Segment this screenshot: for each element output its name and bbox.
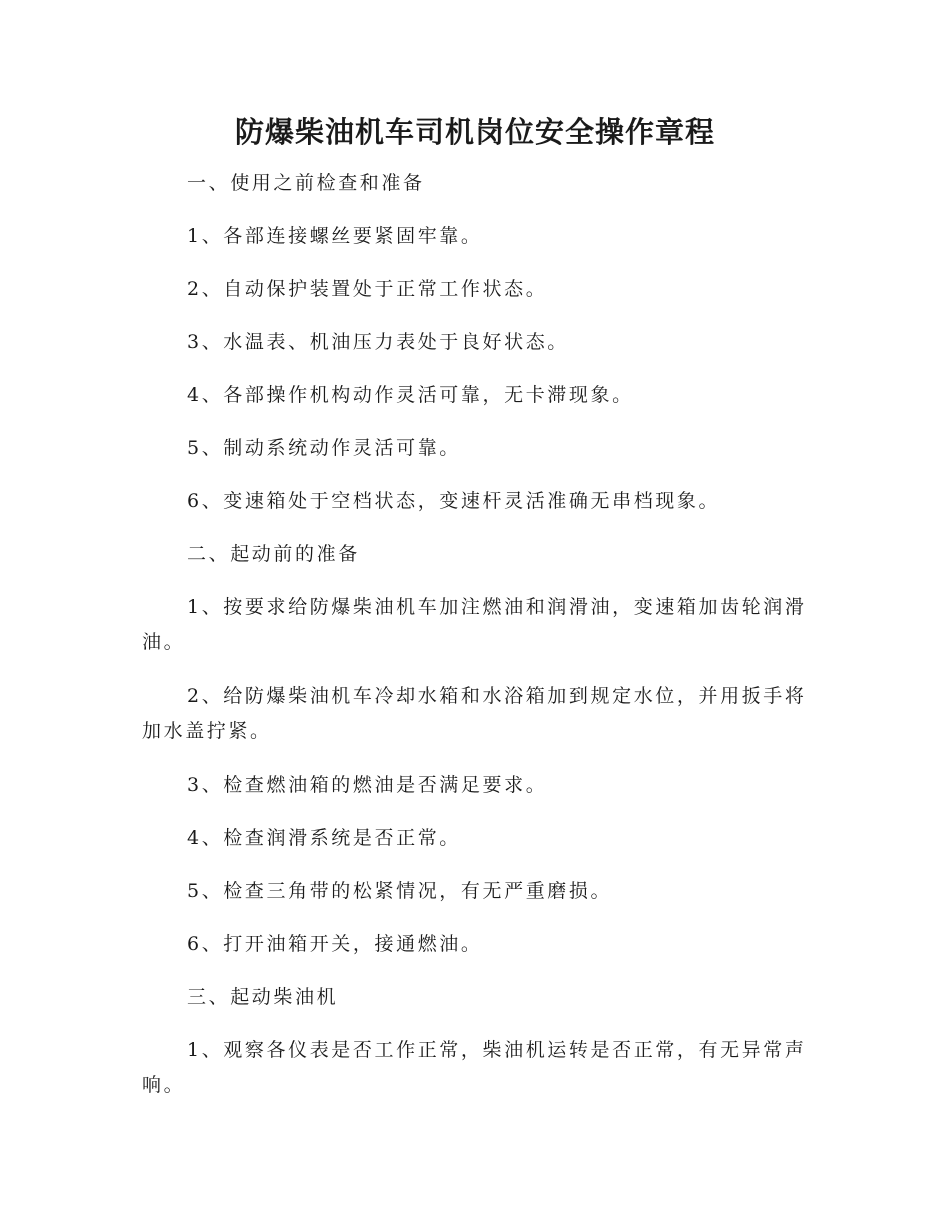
- paragraph: 2、自动保护装置处于正常工作状态。: [187, 278, 548, 300]
- section-heading: 二、起动前的准备: [187, 543, 360, 565]
- document-title: 防爆柴油机车司机岗位安全操作章程: [234, 115, 715, 149]
- paragraph: 3、水温表、机油压力表处于良好状态。: [187, 331, 569, 353]
- paragraph: 1、按要求给防爆柴油机车加注燃油和润滑油，变速箱加齿轮润滑油。: [142, 596, 807, 653]
- section-heading: 三、起动柴油机: [187, 986, 339, 1008]
- paragraph: 6、变速箱处于空档状态，变速杆灵活准确无串档现象。: [187, 490, 721, 512]
- paragraph: 3、检查燃油箱的燃油是否满足要求。: [187, 774, 548, 796]
- paragraph: 4、检查润滑系统是否正常。: [187, 827, 461, 849]
- paragraph: 5、检查三角带的松紧情况，有无严重磨损。: [187, 880, 613, 902]
- paragraph: 1、观察各仪表是否工作正常，柴油机运转是否正常，有无异常声响。: [142, 1039, 807, 1096]
- paragraph: 6、打开油箱开关，接通燃油。: [187, 933, 483, 955]
- section-heading: 一、使用之前检查和准备: [187, 172, 425, 194]
- paragraph: 1、各部连接螺丝要紧固牢靠。: [187, 225, 483, 247]
- paragraph: 2、给防爆柴油机车冷却水箱和水浴箱加到规定水位，并用扳手将加水盖拧紧。: [142, 685, 807, 742]
- paragraph: 4、各部操作机构动作灵活可靠，无卡滞现象。: [187, 384, 634, 406]
- document-body: [142, 166, 810, 1122]
- paragraph: 5、制动系统动作灵活可靠。: [187, 437, 461, 459]
